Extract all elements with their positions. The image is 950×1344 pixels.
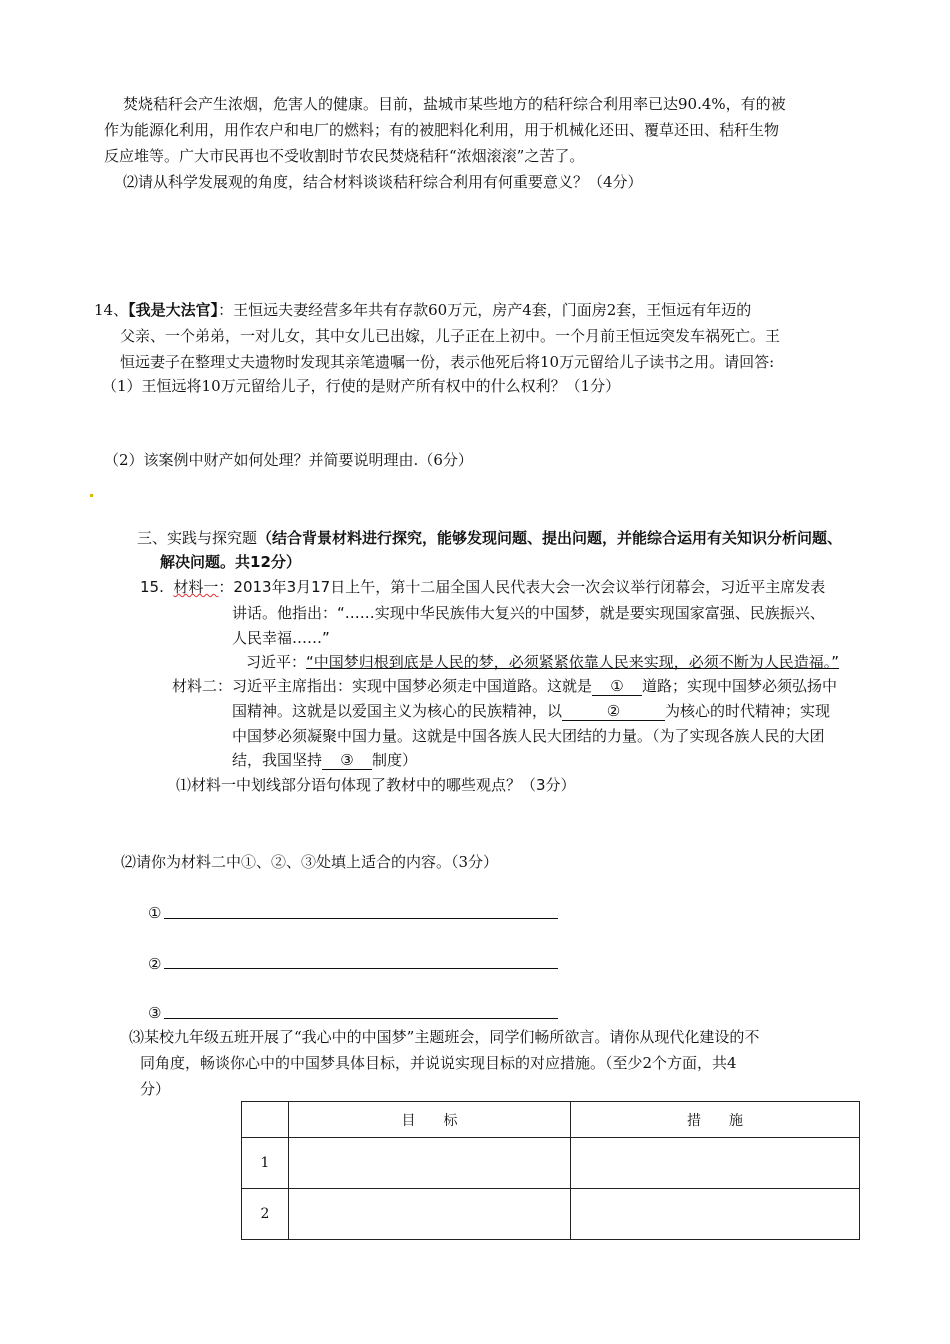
answer-line-1[interactable]	[164, 918, 558, 919]
q14-tag: 【我是大法官】	[128, 301, 219, 319]
table-header-empty	[242, 1102, 289, 1138]
answer-line-2[interactable]	[164, 968, 558, 969]
section3-heading-line-1	[137, 527, 842, 548]
q13-paragraph-line-3: 反应堆等。广大市民再也不受收割时节农民焚烧秸秆“浓烟滚滚”之苦了。	[104, 147, 585, 165]
q15-material-2-text-f: 制度）	[372, 751, 418, 769]
q15-material-2-line-2	[232, 700, 830, 721]
q15-material-2-text-a: 材料二：习近平主席指出：实现中国梦必须走中国道路。这就是	[172, 677, 593, 695]
blank-3[interactable]: ③	[322, 751, 372, 770]
q14-line-1	[94, 299, 751, 320]
answer-line-3[interactable]	[164, 1018, 558, 1019]
answer-mark-1: ①	[148, 904, 162, 922]
section3-heading-prefix: 三、实践与探究题	[137, 529, 258, 547]
q15-material-2-line-1	[172, 675, 837, 696]
q15-quote-prefix: 习近平：	[246, 653, 307, 671]
q15-sub-question-1: ⑴材料一中划线部分语句体现了教材中的哪些观点？（3分）	[176, 776, 576, 794]
section3-heading-note: （结合背景材料进行探究，能够发现问题、提出问题，并能综合运用有关知识分析问题、	[257, 529, 843, 547]
q15-material-1-line-3: 人民幸福……”	[232, 629, 330, 647]
q13-paragraph-line-2: 作为能源化利用，用作农户和电厂的燃料；有的被肥料化利用，用于机械化还田、覆草还田、秸秆生物	[104, 121, 780, 139]
q15-material-1-line-1	[140, 576, 825, 597]
section3-heading-line-2: 解决问题。共12分）	[160, 553, 301, 571]
table-row-number: 2	[242, 1189, 289, 1240]
table-header-goal: 目 标	[289, 1102, 571, 1138]
q14-line-1-text: ：王恒远夫妻经营多年共有存款60万元，房产4套，门面房2套，王恒远有年迈的	[218, 301, 752, 319]
q15-number: 15.	[140, 578, 164, 596]
q15-sub-question-2: ⑵请你为材料二中①、②、③处填上适合的内容。（3分）	[121, 853, 499, 871]
q14-line-3: 恒远妻子在整理丈夫遗物时发现其亲笔遗嘱一份，表示他死后将10万元留给儿子读书之用。请回答:	[120, 353, 775, 371]
table-row	[242, 1138, 860, 1189]
q15-quote-underlined: “中国梦归根到底是人民的梦，必须紧紧依靠人民来实现，必须不断为人民造福。”	[306, 653, 840, 671]
q15-material-2-text-b: 道路；实现中国梦必须弘扬中	[642, 677, 838, 695]
q14-line-2: 父亲、一个弟弟，一对儿女，其中女儿已出嫁，儿子正在上初中。一个月前王恒远突发车祸死亡。王	[120, 327, 781, 345]
q15-sub-question-3-line-1: ⑶某校九年级五班开展了“我心中的中国梦”主题班会，同学们畅所欲言。请你从现代化建设的不	[129, 1028, 760, 1046]
q15-material-1-text: ：2013年3月17日上午，第十二届全国人民代表大会一次会议举行闭幕会，习近平主席发表	[218, 578, 826, 596]
q13-paragraph-line-1: 焚烧秸秆会产生浓烟，危害人的健康。目前，盐城市某些地方的秸秆综合利用率已达90.4%，有的被	[123, 95, 786, 113]
answer-mark-3: ③	[148, 1004, 162, 1022]
table-cell-measure[interactable]	[571, 1138, 860, 1189]
table-cell-measure[interactable]	[571, 1189, 860, 1240]
q15-material-2-line-4	[232, 749, 417, 770]
q15-material-2-text-d: 为核心的时代精神；实现	[665, 702, 831, 720]
table-row-number: 1	[242, 1138, 289, 1189]
q15-material-1-line-2: 讲话。他指出：“……实现中华民族伟大复兴的中国梦，就是要实现国家富强、民族振兴、	[232, 604, 825, 622]
answer-mark-2: ②	[148, 955, 162, 973]
table-cell-goal[interactable]	[289, 1138, 571, 1189]
table-header-row	[242, 1102, 860, 1138]
q15-material-1-label: 材料一	[173, 578, 219, 596]
q14-sub-question-1: （1）王恒远将10万元留给儿子，行使的是财产所有权中的什么权利？（1分）	[102, 377, 621, 395]
goals-table	[241, 1101, 860, 1240]
q15-sub-question-3-line-2: 同角度，畅谈你心中的中国梦具体目标，并说说实现目标的对应措施。（至少2个方面，共4	[140, 1054, 737, 1072]
q14-sub-question-2: （2）该案例中财产如何处理？并简要说明理由.（6分）	[104, 451, 473, 469]
table-header-measure: 措 施	[571, 1102, 860, 1138]
blank-2[interactable]: ②	[562, 702, 665, 721]
q15-material-1-quote-line	[246, 651, 839, 672]
stray-mark	[90, 494, 93, 497]
blank-1[interactable]: ①	[592, 677, 642, 696]
q15-sub-question-3-line-3: 分）	[140, 1080, 171, 1098]
q13-question-2: ⑵请从科学发展观的角度，结合材料谈谈秸秆综合利用有何重要意义？（4分）	[123, 173, 643, 191]
q15-material-2-line-3: 中国梦必须凝聚中国力量。这就是中国各族人民大团结的力量。（为了实现各族人民的大团	[232, 727, 825, 745]
table-row	[242, 1189, 860, 1240]
q15-material-2-text-c: 国精神。这就是以爱国主义为核心的民族精神，以	[232, 702, 563, 720]
q15-material-2-text-e: 结，我国坚持	[232, 751, 323, 769]
q14-number: 14、	[94, 301, 129, 319]
table-cell-goal[interactable]	[289, 1189, 571, 1240]
